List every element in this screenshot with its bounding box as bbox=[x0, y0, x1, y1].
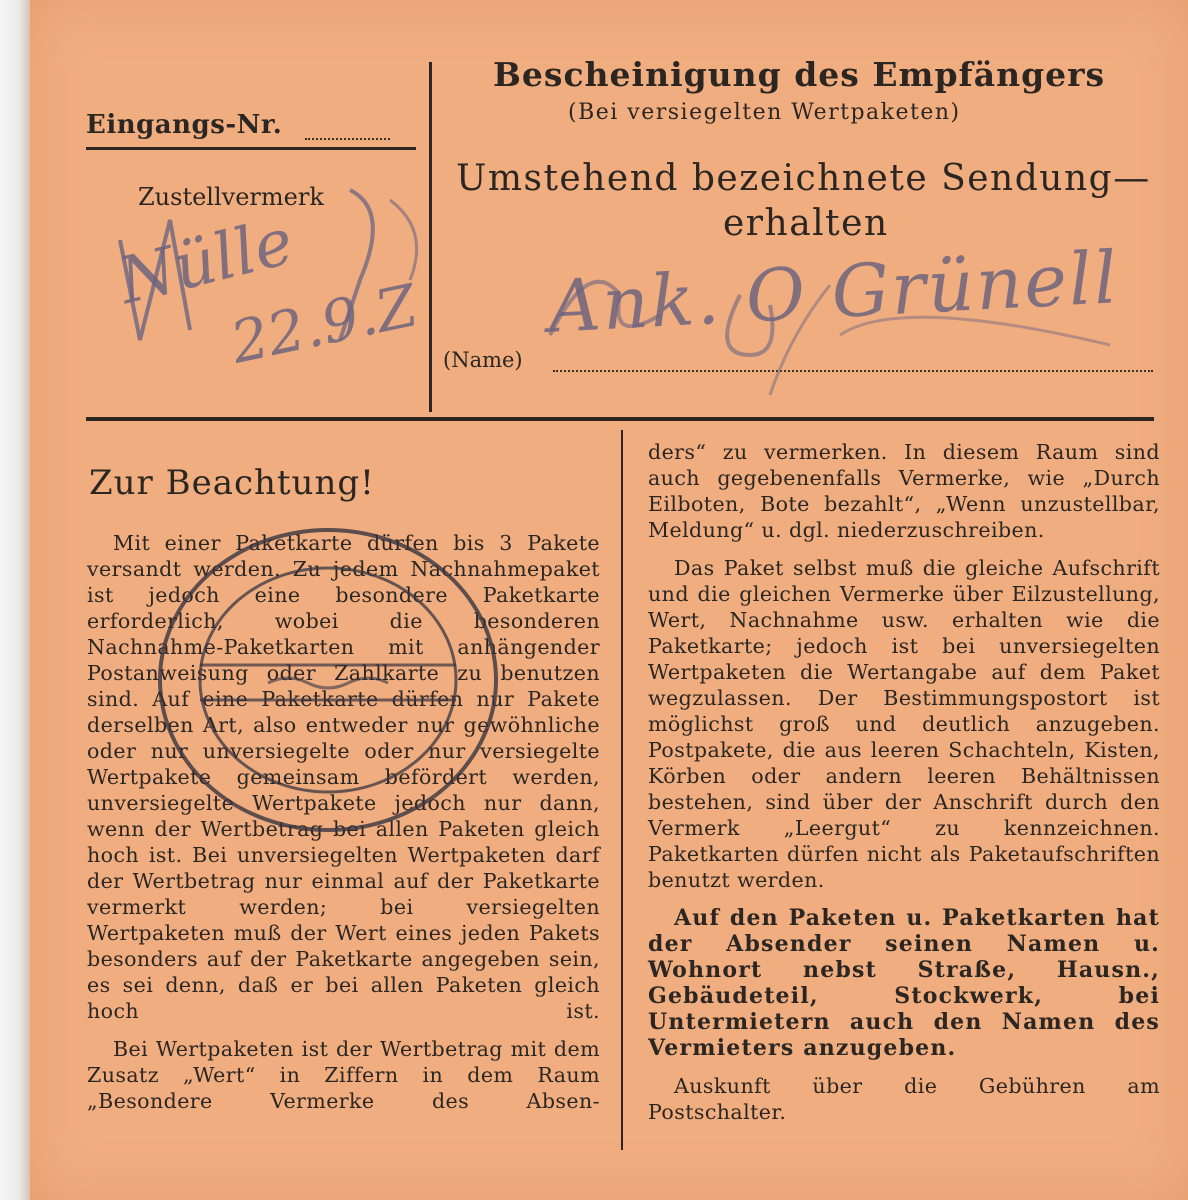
handwritten-delivery-note: Nülle bbox=[111, 204, 301, 320]
notice-paragraph: Mit einer Paketkarte dürfen bis 3 Pakete versandt werden. Zu jedem Nachnahmepaket ist jedoch eine besondere Paketkarte erforderlich, wobei die besonderen Nachnahme-Paketkarten mit anhängender Postanweisung oder Zahlkarte zu benutzen sind. Auf eine Paketkarte dürfen nur Pakete derselben Art, also entweder nur gewöhnliche oder nur unversiegelte oder nur versiegelte Wertpakete gemeinsam befördert werden, unversiegelte Wertpakete jedoch nur dann, wenn der Wertbetrag bei allen Paketen gleich hoch ist. Bei unversiegelten Wertpaketen darf der Wertbetrag nur einmal auf der Paketkarte vermerkt werden; bei versiegelten Wertpaketen muß der Wert eines jeden Pakets besonders auf der Paketkarte angegeben sein, es sei denn, daß er bei allen Paketen gleich hoch ist. bbox=[87, 531, 600, 1023]
divider-rule bbox=[86, 147, 416, 150]
certificate-title: Bescheinigung des Empfängers bbox=[493, 55, 1106, 94]
receipt-number-field bbox=[305, 118, 390, 140]
notice-bold-paragraph: Auf den Paketen u. Paketkarten hat der Absender seinen Namen u. Wohnort nebst Straße, Hausn., Gebäudeteil, Stockwerk, bei Untermietern auch den Namen des Vermieters anzugeben. bbox=[648, 905, 1160, 1061]
delivery-note-label: Zustellvermerk bbox=[138, 183, 324, 211]
notice-paragraph: Das Paket selbst muß die gleiche Aufschrift und die gleichen Vermerke über Eilzustellung, Wert, Nachnahme usw. erhalten wie die Paketkarte; jedoch ist bei unversiegelten Wertpaketen die Wertangabe auf dem Paket wegzulassen. Der Bestimmungspostort ist möglichst groß und deutlich anzugeben. Postpakete, die aus leeren Schachteln, Kisten, Körben oder andern leeren Behältnissen bestehen, sind über der Anschrift durch den Vermerk „Leergut“ zu kennzeichnen. Paketkarten dürfen nicht als Paketaufschriften benutzt werden. bbox=[648, 556, 1160, 892]
scan-edge bbox=[0, 0, 30, 1200]
notice-right-column bbox=[648, 439, 1160, 1125]
section-rule bbox=[86, 417, 1154, 421]
handwritten-date: 22.9.Z bbox=[224, 271, 423, 377]
statement-line-1: Umstehend bezeichnete Sendung— bbox=[456, 158, 1151, 199]
notice-left-column bbox=[87, 530, 600, 1114]
notice-heading: Zur Beachtung! bbox=[89, 463, 375, 503]
notice-closing-paragraph: Auskunft über die Gebühren am Postschalter. bbox=[648, 1074, 1160, 1124]
handwritten-signature: Ank. O Grünell bbox=[546, 235, 1121, 349]
notice-paragraph: Bei Wertpaketen ist der Wertbetrag mit dem Zusatz „Wert“ in Ziffern in dem Raum „Besondere Vermerke des Absen- bbox=[87, 1037, 600, 1113]
receipt-number-label: Eingangs-Nr. bbox=[86, 110, 283, 140]
vertical-divider bbox=[429, 62, 432, 412]
name-label: (Name) bbox=[443, 348, 523, 372]
column-divider bbox=[621, 430, 623, 1150]
certificate-subtitle: (Bei versiegelten Wertpaketen) bbox=[568, 100, 961, 125]
statement-line-2: erhalten bbox=[723, 203, 889, 244]
name-field bbox=[553, 360, 1153, 372]
notice-continuation: ders“ zu vermerken. In diesem Raum sind auch gegebenenfalls Vermerke, wie „Durch Eilboten, Bote bezahlt“, „Wenn unzustellbar, Meldung“ u. dgl. niederzuschreiben. bbox=[648, 440, 1160, 542]
